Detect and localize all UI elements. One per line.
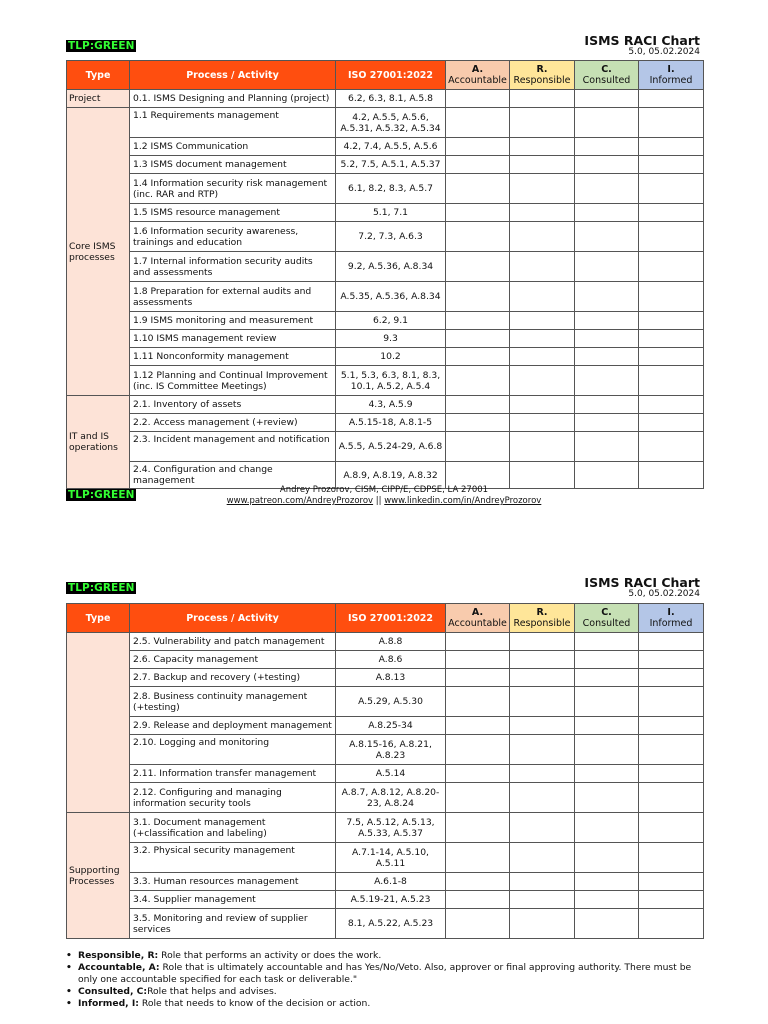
responsible-cell — [510, 651, 575, 669]
table-row — [67, 138, 704, 156]
iso-cell: 8.1, A.5.22, A.5.23 — [336, 909, 446, 939]
header-iso: ISO 27001:2022 — [336, 61, 446, 90]
consulted-cell — [575, 138, 639, 156]
table-row — [67, 909, 704, 939]
informed-cell — [639, 330, 704, 348]
header-iso: ISO 27001:2022 — [336, 604, 446, 633]
accountable-cell — [446, 813, 510, 843]
table-row — [67, 330, 704, 348]
informed-cell — [639, 90, 704, 108]
consulted-cell — [575, 735, 639, 765]
informed-cell — [639, 156, 704, 174]
type-cell: Supporting Processes — [67, 813, 130, 939]
accountable-cell — [446, 717, 510, 735]
consulted-cell — [575, 108, 639, 138]
table-row — [67, 783, 704, 813]
consulted-cell — [575, 432, 639, 462]
accountable-cell — [446, 633, 510, 651]
responsible-cell — [510, 330, 575, 348]
responsible-cell — [510, 156, 575, 174]
chart-title: ISMS RACI Chart — [584, 575, 700, 590]
accountable-cell — [446, 783, 510, 813]
header-type: Type — [67, 61, 130, 90]
iso-cell: A.8.15-16, A.8.21, A.8.23 — [336, 735, 446, 765]
informed-cell — [639, 843, 704, 873]
process-cell: 3.2. Physical security management — [130, 843, 336, 873]
process-cell: 1.2 ISMS Communication — [130, 138, 336, 156]
iso-cell: 6.2, 6.3, 8.1, A.5.8 — [336, 90, 446, 108]
table-row — [67, 90, 704, 108]
table-row — [67, 348, 704, 366]
accountable-cell — [446, 396, 510, 414]
responsible-cell — [510, 765, 575, 783]
table-row — [67, 891, 704, 909]
table-row — [67, 156, 704, 174]
legend-item-accountable: • Accountable, A: Role that is ultimately accountable and has Yes/No/Veto. Also, approver or final approving authority. There must be only one accountable specified for each task or deliverable." — [66, 962, 706, 986]
accountable-cell — [446, 891, 510, 909]
type-cell: Core ISMS processes — [67, 108, 130, 396]
header-process: Process / Activity — [130, 61, 336, 90]
raci-table-1 — [66, 60, 704, 489]
header-accountable: A. Accountable — [446, 604, 510, 633]
accountable-cell — [446, 204, 510, 222]
informed-cell — [639, 204, 704, 222]
iso-cell: 9.3 — [336, 330, 446, 348]
accountable-cell — [446, 174, 510, 204]
author-credit: Andrey Prozorov, CISM, CIPP/E, CDPSE, LA 27001 — [279, 485, 489, 495]
consulted-cell — [575, 843, 639, 873]
accountable-cell — [446, 222, 510, 252]
iso-cell: A.6.1-8 — [336, 873, 446, 891]
consulted-cell — [575, 909, 639, 939]
consulted-cell — [575, 651, 639, 669]
informed-cell — [639, 813, 704, 843]
process-cell: 1.8 Preparation for external audits and assessments — [130, 282, 336, 312]
iso-cell: 5.1, 5.3, 6.3, 8.1, 8.3, 10.1, A.5.2, A.5.4 — [336, 366, 446, 396]
accountable-cell — [446, 108, 510, 138]
iso-cell: 7.5, A.5.12, A.5.13, A.5.33, A.5.37 — [336, 813, 446, 843]
table-row — [67, 735, 704, 765]
responsible-cell — [510, 783, 575, 813]
responsible-cell — [510, 348, 575, 366]
tlp-label-top: TLP:GREEN — [68, 582, 135, 594]
accountable-cell — [446, 843, 510, 873]
consulted-cell — [575, 765, 639, 783]
legend-item-responsible: • Responsible, R: Role that performs an activity or does the work. — [66, 950, 706, 962]
consulted-cell — [575, 174, 639, 204]
informed-cell — [639, 222, 704, 252]
process-cell: 2.7. Backup and recovery (+testing) — [130, 669, 336, 687]
process-cell: 1.4 Information security risk management (inc. RAR and RTP) — [130, 174, 336, 204]
header-accountable: A. Accountable — [446, 61, 510, 90]
responsible-cell — [510, 843, 575, 873]
header-informed: I. Informed — [639, 61, 704, 90]
informed-cell — [639, 651, 704, 669]
consulted-cell — [575, 891, 639, 909]
process-cell: 2.5. Vulnerability and patch management — [130, 633, 336, 651]
accountable-cell — [446, 873, 510, 891]
informed-cell — [639, 633, 704, 651]
consulted-cell — [575, 396, 639, 414]
author-links — [0, 496, 768, 507]
process-cell: 2.8. Business continuity management (+testing) — [130, 687, 336, 717]
consulted-cell — [575, 414, 639, 432]
link-separator: || — [373, 496, 385, 506]
process-cell: 2.3. Incident management and notification — [130, 432, 336, 462]
accountable-cell — [446, 156, 510, 174]
informed-cell — [639, 891, 704, 909]
process-cell: 2.2. Access management (+review) — [130, 414, 336, 432]
iso-cell: A.8.8 — [336, 633, 446, 651]
table-row — [67, 873, 704, 891]
header-responsible: R. Responsible — [510, 604, 575, 633]
accountable-cell — [446, 687, 510, 717]
process-cell: 3.4. Supplier management — [130, 891, 336, 909]
iso-cell: 4.3, A.5.9 — [336, 396, 446, 414]
informed-cell — [639, 873, 704, 891]
informed-cell — [639, 432, 704, 462]
consulted-cell — [575, 783, 639, 813]
table-row — [67, 204, 704, 222]
informed-cell — [639, 687, 704, 717]
table-header-row — [67, 604, 704, 633]
iso-cell: 4.2, 7.4, A.5.5, A.5.6 — [336, 138, 446, 156]
responsible-cell — [510, 432, 575, 462]
informed-cell — [639, 348, 704, 366]
accountable-cell — [446, 252, 510, 282]
table-row — [67, 843, 704, 873]
accountable-cell — [446, 330, 510, 348]
process-cell: 1.9 ISMS monitoring and measurement — [130, 312, 336, 330]
consulted-cell — [575, 252, 639, 282]
consulted-cell — [575, 282, 639, 312]
iso-cell: 9.2, A.5.36, A.8.34 — [336, 252, 446, 282]
table-row — [67, 414, 704, 432]
consulted-cell — [575, 312, 639, 330]
responsible-cell — [510, 669, 575, 687]
process-cell: 2.1. Inventory of assets — [130, 396, 336, 414]
tlp-label-top: TLP:GREEN — [68, 40, 135, 52]
legend-item-informed: • Informed, I: Role that needs to know of the decision or action. — [66, 998, 706, 1010]
table-row — [67, 687, 704, 717]
informed-cell — [639, 396, 704, 414]
responsible-cell — [510, 204, 575, 222]
process-cell: 1.10 ISMS management review — [130, 330, 336, 348]
header-informed: I. Informed — [639, 604, 704, 633]
iso-cell: 6.2, 9.1 — [336, 312, 446, 330]
table-row — [67, 765, 704, 783]
consulted-cell — [575, 717, 639, 735]
responsible-cell — [510, 138, 575, 156]
informed-cell — [639, 282, 704, 312]
responsible-cell — [510, 873, 575, 891]
informed-cell — [639, 366, 704, 396]
iso-cell: A.5.29, A.5.30 — [336, 687, 446, 717]
iso-cell: A.7.1-14, A.5.10, A.5.11 — [336, 843, 446, 873]
version-date: 5.0, 05.02.2024 — [628, 589, 700, 599]
iso-cell: 4.2, A.5.5, A.5.6, A.5.31, A.5.32, A.5.34 — [336, 108, 446, 138]
informed-cell — [639, 174, 704, 204]
consulted-cell — [575, 90, 639, 108]
process-cell: 2.4. Configuration and change management — [130, 462, 336, 489]
consulted-cell — [575, 348, 639, 366]
iso-cell: 10.2 — [336, 348, 446, 366]
responsible-cell — [510, 222, 575, 252]
iso-cell: 6.1, 8.2, 8.3, A.5.7 — [336, 174, 446, 204]
accountable-cell — [446, 651, 510, 669]
iso-cell: A.5.35, A.5.36, A.8.34 — [336, 282, 446, 312]
process-cell: 1.6 Information security awareness, trainings and education — [130, 222, 336, 252]
iso-cell: A.8.9, A.8.19, A.8.32 — [336, 462, 446, 489]
accountable-cell — [446, 735, 510, 765]
tlp-label-bottom: TLP:GREEN — [68, 489, 135, 501]
informed-cell — [639, 252, 704, 282]
iso-cell: A.8.13 — [336, 669, 446, 687]
process-cell: 2.10. Logging and monitoring — [130, 735, 336, 765]
iso-cell: A.8.25-34 — [336, 717, 446, 735]
table-row — [67, 108, 704, 138]
header-consulted: C. Consulted — [575, 61, 639, 90]
consulted-cell — [575, 222, 639, 252]
process-cell: 2.11. Information transfer management — [130, 765, 336, 783]
iso-cell: A.5.5, A.5.24-29, A.6.8 — [336, 432, 446, 462]
accountable-cell — [446, 414, 510, 432]
responsible-cell — [510, 312, 575, 330]
table-row — [67, 813, 704, 843]
responsible-cell — [510, 252, 575, 282]
iso-cell: 5.1, 7.1 — [336, 204, 446, 222]
type-cell — [67, 633, 130, 813]
raci-table-2 — [66, 603, 704, 939]
responsible-cell — [510, 396, 575, 414]
consulted-cell — [575, 204, 639, 222]
iso-cell: A.5.14 — [336, 765, 446, 783]
table-row — [67, 312, 704, 330]
informed-cell — [639, 108, 704, 138]
process-cell: 3.1. Document management (+classification and labeling) — [130, 813, 336, 843]
responsible-cell — [510, 891, 575, 909]
process-cell: 1.3 ISMS document management — [130, 156, 336, 174]
table-row — [67, 669, 704, 687]
informed-cell — [639, 765, 704, 783]
type-cell: Project — [67, 90, 130, 108]
consulted-cell — [575, 633, 639, 651]
patreon-link[interactable]: www.patreon.com/AndreyProzorov — [226, 496, 374, 506]
table-row — [67, 366, 704, 396]
process-cell: 1.5 ISMS resource management — [130, 204, 336, 222]
table-row — [67, 432, 704, 462]
responsible-cell — [510, 366, 575, 396]
accountable-cell — [446, 90, 510, 108]
responsible-cell — [510, 108, 575, 138]
process-cell: 1.1 Requirements management — [130, 108, 336, 138]
consulted-cell — [575, 687, 639, 717]
responsible-cell — [510, 414, 575, 432]
accountable-cell — [446, 669, 510, 687]
accountable-cell — [446, 909, 510, 939]
header-responsible: R. Responsible — [510, 61, 575, 90]
responsible-cell — [510, 735, 575, 765]
responsible-cell — [510, 909, 575, 939]
responsible-cell — [510, 90, 575, 108]
accountable-cell — [446, 366, 510, 396]
informed-cell — [639, 414, 704, 432]
table-row — [67, 717, 704, 735]
consulted-cell — [575, 873, 639, 891]
process-cell: 2.12. Configuring and managing information security tools — [130, 783, 336, 813]
iso-cell: A.5.19-21, A.5.23 — [336, 891, 446, 909]
table-row — [67, 222, 704, 252]
header-consulted: C. Consulted — [575, 604, 639, 633]
consulted-cell — [575, 330, 639, 348]
table-row — [67, 174, 704, 204]
responsible-cell — [510, 687, 575, 717]
legend-item-consulted: • Consulted, C:Role that helps and advises. — [66, 986, 706, 998]
accountable-cell — [446, 312, 510, 330]
responsible-cell — [510, 174, 575, 204]
accountable-cell — [446, 765, 510, 783]
process-cell: 0.1. ISMS Designing and Planning (project) — [130, 90, 336, 108]
table-row — [67, 282, 704, 312]
responsible-cell — [510, 282, 575, 312]
consulted-cell — [575, 156, 639, 174]
process-cell: 1.7 Internal information security audits and assessments — [130, 252, 336, 282]
responsible-cell — [510, 633, 575, 651]
table-row — [67, 633, 704, 651]
iso-cell: A.8.6 — [336, 651, 446, 669]
process-cell: 3.3. Human resources management — [130, 873, 336, 891]
informed-cell — [639, 312, 704, 330]
header-process: Process / Activity — [130, 604, 336, 633]
table-row — [67, 651, 704, 669]
table-row — [67, 252, 704, 282]
accountable-cell — [446, 138, 510, 156]
responsible-cell — [510, 813, 575, 843]
informed-cell — [639, 735, 704, 765]
iso-cell: 7.2, 7.3, A.6.3 — [336, 222, 446, 252]
informed-cell — [639, 669, 704, 687]
process-cell: 2.6. Capacity management — [130, 651, 336, 669]
table-row — [67, 396, 704, 414]
consulted-cell — [575, 813, 639, 843]
informed-cell — [639, 138, 704, 156]
informed-cell — [639, 717, 704, 735]
chart-title: ISMS RACI Chart — [584, 33, 700, 48]
accountable-cell — [446, 348, 510, 366]
process-cell: 3.5. Monitoring and review of supplier services — [130, 909, 336, 939]
iso-cell: A.5.15-18, A.8.1-5 — [336, 414, 446, 432]
iso-cell: 5.2, 7.5, A.5.1, A.5.37 — [336, 156, 446, 174]
iso-cell: A.8.7, A.8.12, A.8.20-23, A.8.24 — [336, 783, 446, 813]
process-cell: 2.9. Release and deployment management — [130, 717, 336, 735]
process-cell: 1.12 Planning and Continual Improvement (inc. IS Committee Meetings) — [130, 366, 336, 396]
informed-cell — [639, 909, 704, 939]
header-type: Type — [67, 604, 130, 633]
process-cell: 1.11 Nonconformity management — [130, 348, 336, 366]
version-date: 5.0, 05.02.2024 — [628, 47, 700, 57]
consulted-cell — [575, 669, 639, 687]
consulted-cell — [575, 366, 639, 396]
linkedin-link[interactable]: www.linkedin.com/in/AndreyProzorov — [384, 496, 542, 506]
responsible-cell — [510, 717, 575, 735]
raci-legend — [66, 950, 706, 1010]
table-header-row — [67, 61, 704, 90]
informed-cell — [639, 783, 704, 813]
type-cell: IT and IS operations — [67, 396, 130, 489]
accountable-cell — [446, 432, 510, 462]
accountable-cell — [446, 282, 510, 312]
